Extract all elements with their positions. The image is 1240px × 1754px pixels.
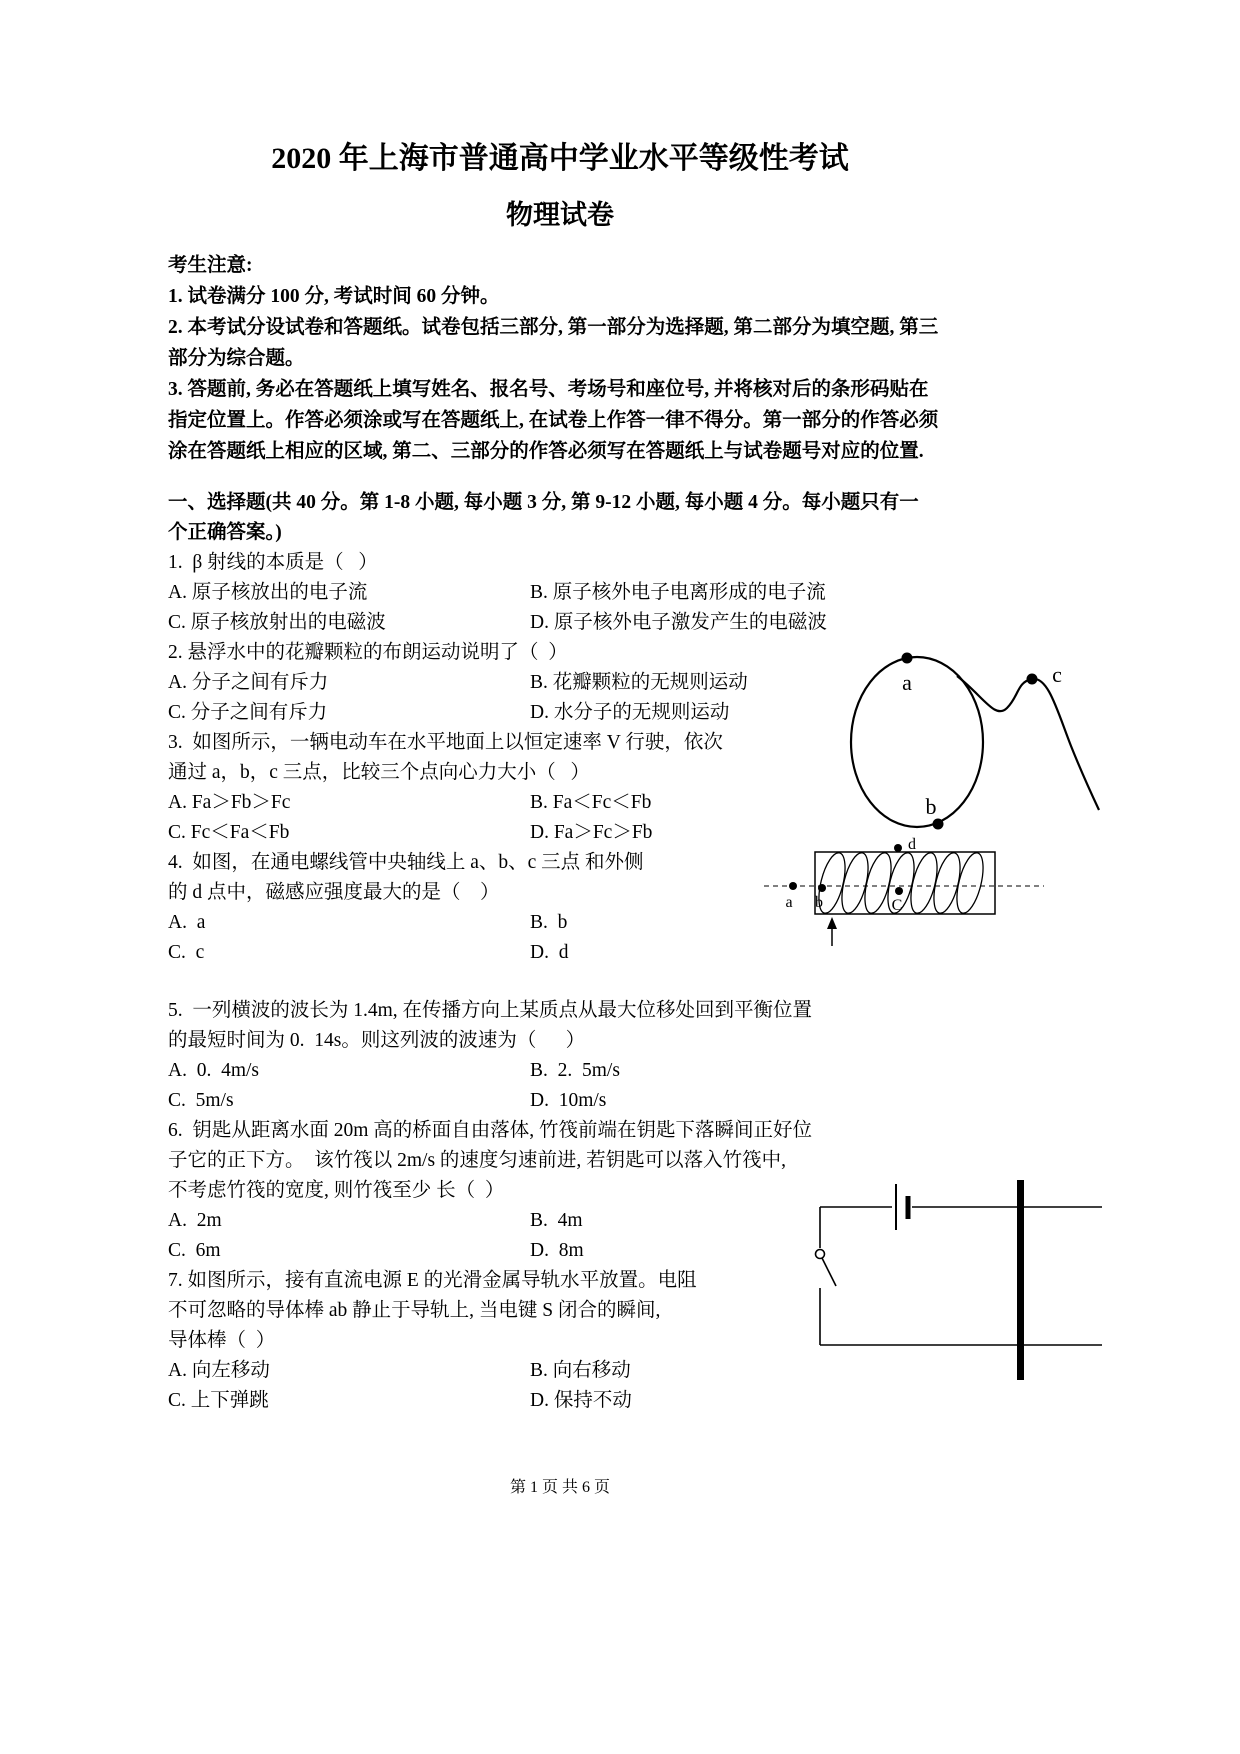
question-2-stem: 2. 悬浮水中的花瓣颗粒的布朗运动说明了（ ）: [168, 642, 568, 663]
question-5-option-d: D. 10m/s: [530, 1090, 607, 1111]
coil-turn: [929, 850, 965, 915]
notice-line: 涂在答题纸上相应的区域, 第二、三部分的作答必须写在答题纸上与试卷题号对应的位置.: [168, 441, 924, 462]
point-b-label: b: [925, 794, 937, 819]
question-2-option-b: B. 花瓣颗粒的无规则运动: [530, 672, 748, 693]
section-heading-line: 一、选择题(共 40 分。第 1-8 小题, 每小题 3 分, 第 9-12 小题, 每小题 4 分。每小题只有一: [168, 492, 919, 513]
section-heading-line: 个正确答案。): [168, 522, 282, 543]
question-3-stem-line1: 3. 如图所示，一辆电动车在水平地面上以恒定速率 V 行驶，依次: [168, 732, 723, 753]
point-a-label: a: [902, 670, 912, 695]
point-b-dot: [933, 819, 944, 830]
question-4-stem-line2: 的 d 点中，磁感应强度最大的是（ ）: [168, 882, 500, 903]
question-6-stem-line1: 6. 钥匙从距离水面 20m 高的桥面自由落体, 竹筏前端在钥匙下落瞬间正好位: [168, 1120, 813, 1141]
point-c-dot: [895, 887, 903, 895]
question-5: [168, 996, 952, 1116]
curved-track-drawing: [845, 638, 1105, 838]
question-3-option-a: A. Fa＞Fb＞Fc: [168, 792, 291, 813]
question-1: [168, 548, 952, 638]
point-a-dot: [789, 882, 797, 890]
page-title: 2020 年上海市普通高中学业水平等级性考试: [271, 142, 849, 175]
figure-solenoid: [762, 833, 1047, 953]
point-a-label: a: [785, 894, 793, 911]
solenoid-drawing: [762, 833, 1047, 953]
question-1-option-c: C. 原子核放射出的电磁波: [168, 612, 386, 633]
question-4-stem-line1: 4. 如图，在通电螺线管中央轴线上 a、b、c 三点 和外侧: [168, 852, 644, 873]
question-5-option-a: A. 0. 4m/s: [168, 1060, 260, 1081]
question-3-option-b: B. Fa＜Fc＜Fb: [530, 792, 652, 813]
point-b-label: b: [815, 894, 823, 911]
question-7-option-a: A. 向左移动: [168, 1360, 270, 1381]
point-c-label: c: [1052, 662, 1062, 687]
question-3: [168, 728, 952, 848]
notice-line: 部分为综合题。: [168, 348, 305, 369]
question-7-option-d: D. 保持不动: [530, 1390, 632, 1411]
page-footer: 第 1 页 共 6 页: [509, 1479, 610, 1496]
question-4-option-b: B. b: [530, 912, 568, 933]
question-1-option-a: A. 原子核放出的电子流: [168, 582, 368, 603]
question-1-option-d: D. 原子核外电子激发产生的电磁波: [530, 612, 827, 633]
question-7-stem-line2: 不可忽略的导体棒 ab 静止于导轨上, 当电键 S 闭合的瞬间,: [168, 1300, 661, 1321]
question-2: [168, 638, 952, 728]
question-2-option-a: A. 分子之间有斥力: [168, 672, 329, 693]
question-3-option-c: C. Fc＜Fa＜Fb: [168, 822, 290, 843]
question-7-stem-line1: 7. 如图所示，接有直流电源 E 的光滑金属导轨水平放置。电阻: [168, 1270, 697, 1291]
question-6-stem-line3: 不考虑竹筏的宽度, 则竹筏至少 长（ ）: [168, 1180, 505, 1201]
question-6-option-c: C. 6m: [168, 1240, 221, 1261]
question-6-option-b: B. 4m: [530, 1210, 583, 1231]
question-6-stem-line2: 子它的正下方。 该竹筏以 2m/s 的速度匀速前进, 若钥匙可以落入竹筏中,: [168, 1150, 787, 1171]
question-5-stem-line1: 5. 一列横波的波长为 1.4m, 在传播方向上某质点从最大位移处回到平衡位置: [168, 1000, 813, 1021]
point-d-dot: [894, 844, 902, 852]
track-hill-curve: [957, 676, 1099, 810]
notice-line: 1. 试卷满分 100 分, 考试时间 60 分钟。: [168, 286, 500, 307]
question-3-stem-line2: 通过 a，b，c 三点，比较三个点向心力大小（ ）: [168, 762, 590, 783]
question-5-option-b: B. 2. 5m/s: [530, 1060, 620, 1081]
question-6-option-a: A. 2m: [168, 1210, 222, 1231]
question-4-option-d: D. d: [530, 942, 569, 963]
question-5-stem-line2: 的最短时间为 0. 14s。则这列波的波速为（ ）: [168, 1030, 586, 1051]
figure-curved-track: [845, 638, 1105, 838]
switch-blade: [822, 1258, 836, 1286]
notice-line: 指定位置上。作答必须涂或写在答题纸上, 在试卷上作答一律不得分。第一部分的作答必须: [168, 410, 939, 431]
question-7-stem-line3: 导体棒（ ）: [168, 1330, 276, 1351]
question-2-option-d: D. 水分子的无规则运动: [530, 702, 730, 723]
question-6-option-d: D. 8m: [530, 1240, 584, 1261]
question-4-option-a: A. a: [168, 912, 206, 933]
question-5-option-c: C. 5m/s: [168, 1090, 234, 1111]
figure-circuit: [812, 1172, 1112, 1392]
coil-turn: [952, 850, 988, 915]
point-b-dot: [818, 884, 826, 892]
coil-turn: [906, 850, 942, 915]
up-arrow-head: [827, 917, 837, 929]
switch-contact: [816, 1250, 825, 1259]
question-3-option-d: D. Fa＞Fc＞Fb: [530, 822, 653, 843]
page-subtitle: 物理试卷: [506, 200, 614, 230]
notice-line: 2. 本考试分设试卷和答题纸。试卷包括三部分, 第一部分为选择题, 第二部分为填空题, 第三: [168, 317, 939, 338]
question-1-option-b: B. 原子核外电子电离形成的电子流: [530, 582, 826, 603]
point-c-dot: [1027, 674, 1038, 685]
notice-heading: 考生注意:: [168, 255, 253, 276]
section-heading-choice: [168, 488, 952, 548]
point-c-label: C: [891, 897, 903, 914]
candidate-notices: [168, 250, 952, 467]
question-4-option-c: C. c: [168, 942, 205, 963]
question-2-option-c: C. 分子之间有斥力: [168, 702, 328, 723]
coil-turn: [837, 850, 873, 915]
point-d-label: d: [908, 836, 916, 853]
point-a-dot: [902, 653, 913, 664]
notice-line: 3. 答题前, 务必在答题纸上填写姓名、报名号、考场号和座位号, 并将核对后的条形码贴在: [168, 379, 929, 400]
question-7-option-c: C. 上下弹跳: [168, 1390, 269, 1411]
conducting-rod-ab: [1017, 1180, 1024, 1380]
question-7-option-b: B. 向右移动: [530, 1360, 631, 1381]
question-1-stem: 1. β 射线的本质是（ ）: [168, 552, 378, 573]
circuit-drawing: [812, 1172, 1112, 1392]
